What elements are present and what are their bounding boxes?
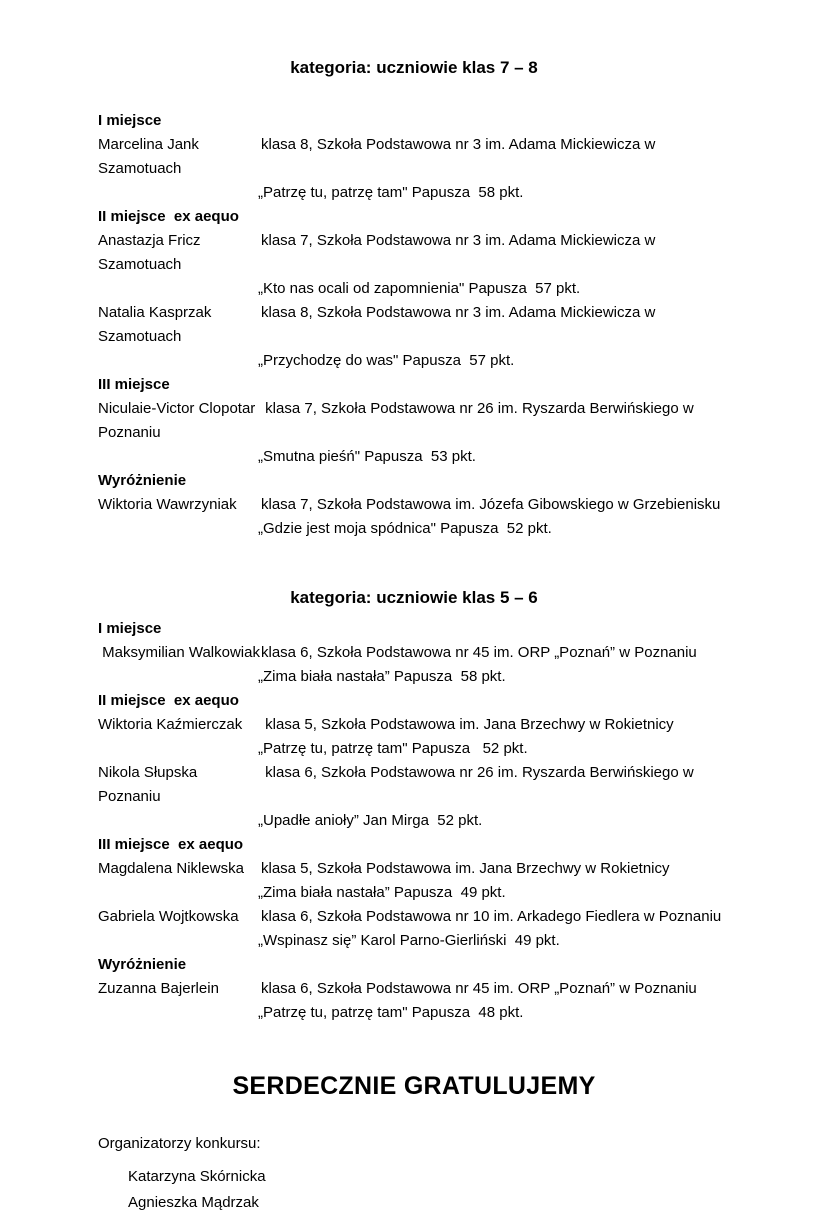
section-klas-7-8 <box>98 57 730 541</box>
section-body <box>98 617 730 1025</box>
winner-row <box>98 761 730 809</box>
winner-poem: „Patrzę tu, patrzę tam" Papusza 48 pkt. <box>258 1004 524 1021</box>
winner-name: Niculaie-Victor Clopotar <box>98 400 256 417</box>
winner-school: klasa 6, Szkoła Podstawowa nr 10 im. Arkadego Fiedlera w Poznaniu <box>261 908 722 925</box>
organizers-list <box>98 1164 730 1216</box>
winner-row <box>98 229 730 277</box>
winner-school: klasa 8, Szkoła Podstawowa nr 3 im. Adama Mickiewicza w Szamotuach <box>98 136 660 177</box>
category-title: kategoria: uczniowie klas 7 – 8 <box>290 58 538 77</box>
place-heading: III miejsce <box>98 376 170 393</box>
winner-school: klasa 7, Szkoła Podstawowa im. Józefa Gibowskiego w Grzebienisku <box>261 496 721 513</box>
winner-row <box>98 493 730 517</box>
place-heading: I miejsce <box>98 620 162 637</box>
winner-poem: „Przychodzę do was" Papusza 57 pkt. <box>258 352 515 369</box>
winner-name: Gabriela Wojtkowska <box>98 908 239 925</box>
winner-name: Marcelina Jank <box>98 136 199 153</box>
congratulations-heading: SERDECZNIE GRATULUJEMY <box>232 1072 596 1100</box>
winner-row <box>98 301 730 349</box>
winner-school: klasa 6, Szkoła Podstawowa nr 45 im. ORP „Poznań” w Poznaniu <box>261 644 697 661</box>
winner-poem: „Kto nas ocali od zapomnienia" Papusza 57 pkt. <box>258 280 581 297</box>
winner-school: klasa 5, Szkoła Podstawowa im. Jana Brzechwy w Rokietnicy <box>261 860 670 877</box>
winner-row <box>98 133 730 181</box>
section-body <box>98 109 730 541</box>
place-heading: Wyróżnienie <box>98 472 187 489</box>
winner-name: Magdalena Niklewska <box>98 860 244 877</box>
place-heading: III miejsce ex aequo <box>98 836 244 853</box>
winner-poem: „Zima biała nastała” Papusza 58 pkt. <box>258 668 506 685</box>
organizer-name: Katarzyna Skórnicka <box>128 1168 266 1185</box>
winner-school: klasa 5, Szkoła Podstawowa im. Jana Brzechwy w Rokietnicy <box>261 716 674 733</box>
place-heading: II miejsce ex aequo <box>98 208 239 225</box>
winner-name: Wiktoria Kaźmierczak <box>98 716 243 733</box>
winner-poem: „Gdzie jest moja spódnica" Papusza 52 pkt. <box>258 520 552 537</box>
winner-row <box>98 713 730 737</box>
winner-name: Wiktoria Wawrzyniak <box>98 496 237 513</box>
winner-school: klasa 6, Szkoła Podstawowa nr 26 im. Ryszarda Berwińskiego w Poznaniu <box>98 764 698 805</box>
winner-name: Nikola Słupska <box>98 764 198 781</box>
winner-row <box>98 397 730 445</box>
winner-school: klasa 7, Szkoła Podstawowa nr 3 im. Adama Mickiewicza w Szamotuach <box>98 232 660 273</box>
place-heading: II miejsce ex aequo <box>98 692 239 709</box>
winner-name: Natalia Kasprzak <box>98 304 212 321</box>
winner-name: Maksymilian Walkowiak <box>98 644 260 661</box>
winner-school: klasa 7, Szkoła Podstawowa nr 26 im. Ryszarda Berwińskiego w Poznaniu <box>98 400 698 441</box>
winner-poem: „Wspinasz się” Karol Parno-Gierliński 49 pkt. <box>258 932 560 949</box>
winner-poem: „Upadłe anioły” Jan Mirga 52 pkt. <box>258 812 483 829</box>
place-heading: Wyróżnienie <box>98 956 187 973</box>
organizer-name: Agnieszka Mądrzak <box>128 1194 259 1211</box>
place-heading: I miejsce <box>98 112 162 129</box>
winner-school: klasa 6, Szkoła Podstawowa nr 45 im. ORP „Poznań” w Poznaniu <box>261 980 697 997</box>
winner-row <box>98 977 730 1001</box>
winner-row <box>98 905 730 929</box>
winner-poem: „Patrzę tu, patrzę tam" Papusza 58 pkt. <box>258 184 524 201</box>
winner-school: klasa 8, Szkoła Podstawowa nr 3 im. Adama Mickiewicza w Szamotuach <box>98 304 660 345</box>
winner-row <box>98 641 730 665</box>
winner-poem: „Zima biała nastała” Papusza 49 pkt. <box>258 884 506 901</box>
winner-poem: „Patrzę tu, patrzę tam" Papusza 52 pkt. <box>258 740 528 757</box>
winner-name: Anastazja Fricz <box>98 232 201 249</box>
winner-poem: „Smutna pieśń" Papusza 53 pkt. <box>258 448 476 465</box>
section-klas-5-6 <box>98 587 730 1025</box>
winner-name: Zuzanna Bajerlein <box>98 980 219 997</box>
organizers-label: Organizatorzy konkursu: <box>98 1135 261 1152</box>
winner-row <box>98 857 730 881</box>
category-title: kategoria: uczniowie klas 5 – 6 <box>290 588 538 607</box>
